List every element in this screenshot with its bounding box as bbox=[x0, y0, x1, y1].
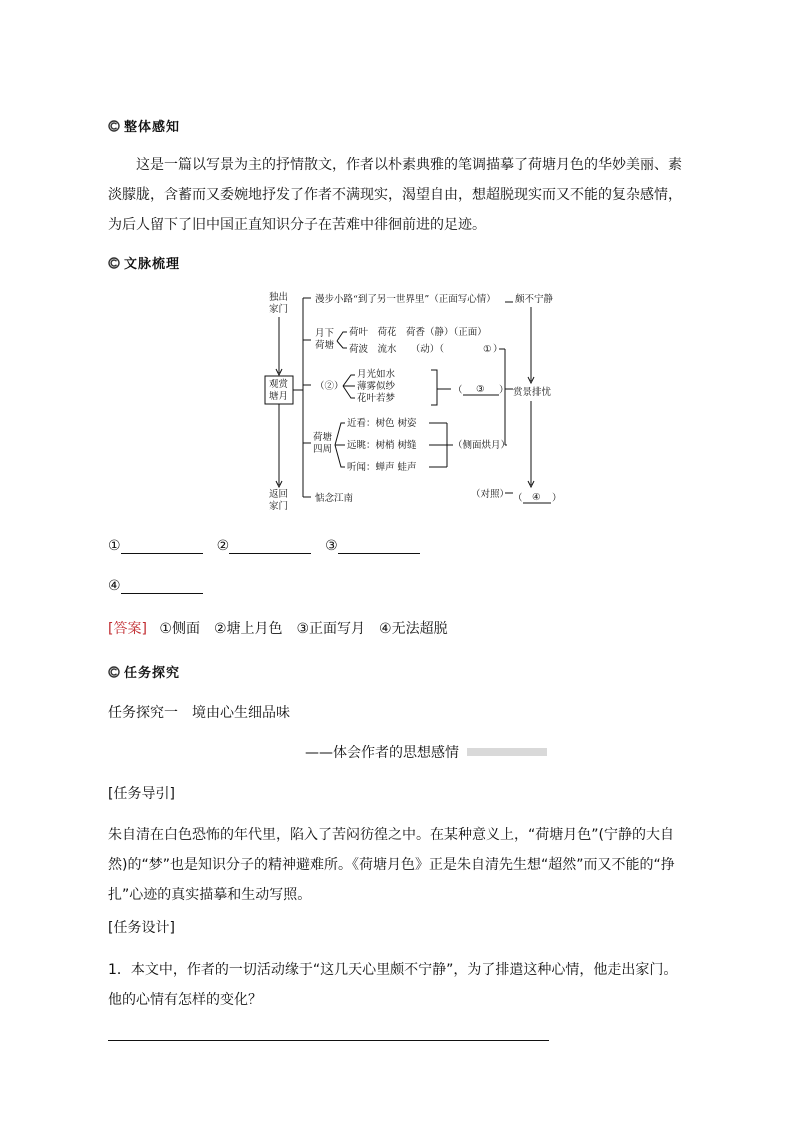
diagram-contrast: （对照） bbox=[471, 489, 510, 500]
answer-text: ①侧面 ②塘上月色 ③正面写月 ④无法超脱 bbox=[159, 621, 448, 637]
diagram-left-mid-2: 塘月 bbox=[269, 391, 289, 402]
diagram-branch5: 惦念江南 bbox=[315, 493, 354, 504]
heading-text: 整体感知 bbox=[124, 120, 181, 135]
blank-item-1[interactable] bbox=[108, 538, 203, 554]
diagram-branch2-label-1: 月下 bbox=[315, 328, 335, 339]
diagram-branch2-label-2: 荷塘 bbox=[315, 340, 335, 351]
blank-label: ③ bbox=[325, 538, 338, 554]
diagram-branch3-item-2: 薄雾似纱 bbox=[357, 381, 396, 392]
question-1: 1．本文中，作者的一切活动缘于“这几天心里颇不宁静”，为了排遣这种心情，他走出家门。他的心情有怎样的变化？ bbox=[108, 962, 678, 1008]
diagram-branch3-label: （②） bbox=[315, 381, 344, 392]
heading-text: 任务探究 bbox=[124, 666, 181, 681]
task-subtitle-row bbox=[305, 742, 547, 762]
diagram-branch2-close: ） bbox=[493, 344, 503, 355]
blank-label: ① bbox=[108, 538, 121, 554]
heading-text: 文脉梳理 bbox=[124, 257, 181, 272]
diagram-left-bottom-1: 返回 bbox=[269, 489, 289, 500]
diagram-right-bottom-close: ） bbox=[552, 493, 562, 504]
diagram-right-mid: 赏景排忧 bbox=[513, 387, 552, 398]
heading-bullet-icon bbox=[108, 257, 120, 269]
section-heading-overall bbox=[108, 116, 180, 135]
diagram-left-top-1: 独出 bbox=[269, 292, 289, 303]
diagram-branch4-label-2: 四周 bbox=[313, 444, 333, 455]
diagram-blank-1: ① bbox=[483, 344, 492, 355]
diagram-blank-3: ③ bbox=[476, 384, 485, 395]
diagram-branch1: 漫步小路“到了另一世界里”（正面写心情） bbox=[315, 294, 496, 305]
answer-label: [答案] bbox=[108, 621, 147, 637]
diagram-branch3-item-1: 月光如水 bbox=[357, 369, 396, 380]
diagram-branch3-note-close: ） bbox=[499, 385, 509, 396]
design-label: [任务设计] bbox=[108, 920, 175, 936]
answer-line bbox=[108, 618, 448, 638]
diagram-branch4-note: （侧面烘月） bbox=[453, 440, 511, 451]
section-heading-task bbox=[108, 662, 180, 681]
heading-bullet-icon bbox=[108, 120, 120, 132]
diagram-left-top-2: 家门 bbox=[269, 304, 289, 315]
blank-line[interactable] bbox=[121, 539, 203, 554]
diagram-branch4-label-1: 荷塘 bbox=[313, 432, 333, 443]
answer-line-blank[interactable] bbox=[108, 1040, 549, 1041]
diagram-right-top: 颇不宁静 bbox=[515, 294, 554, 305]
overall-paragraph: 这是一篇以写景为主的抒情散文，作者以朴素典雅的笔调描摹了荷塘月色的华妙美丽、素淡朦胧，含蓄而又委婉地抒发了作者不满现实，渴望自由，想超脱现实而又不能的复杂感情，为后人留下了旧中国正直知识分子在苦难中徘徊前进的足迹。 bbox=[108, 157, 682, 233]
diagram-branch2-row2: 荷波 流水 （动）（ bbox=[349, 344, 445, 355]
diagram-branch3-item-3: 花叶若梦 bbox=[357, 393, 396, 404]
blank-line[interactable] bbox=[229, 539, 311, 554]
diagram-left-bottom-2: 家门 bbox=[269, 501, 289, 512]
diagram-blank-4: ④ bbox=[532, 492, 541, 503]
structure-diagram bbox=[255, 285, 575, 520]
blanks-row bbox=[108, 538, 420, 554]
task-subtitle: ——体会作者的思想感情 bbox=[305, 745, 459, 761]
guide-label: [任务导引] bbox=[108, 786, 175, 802]
subtitle-bar bbox=[467, 748, 547, 756]
diagram-branch2-row1: 荷叶 荷花 荷香（静）（正面） bbox=[349, 327, 487, 338]
diagram-left-mid-1: 观赏 bbox=[269, 379, 289, 390]
blank-line[interactable] bbox=[121, 579, 203, 594]
task-title: 任务探究一 境由心生细品味 bbox=[108, 705, 290, 721]
diagram-branch4-item-3: 听闻：蝉声 蛙声 bbox=[347, 462, 417, 473]
guide-paragraph: 朱自清在白色恐怖的年代里，陷入了苦闷彷徨之中。在某种意义上，“荷塘月色”(宁静的大自然)的“梦”也是知识分子的精神避难所。《荷塘月色》正是朱自清先生想“超然”而又不能的“挣扎”心迹的真实描摹和生动写照。 bbox=[108, 827, 675, 903]
diagram-branch3-note-open: （ bbox=[453, 385, 463, 396]
section-heading-structure bbox=[108, 253, 180, 272]
heading-bullet-icon bbox=[108, 666, 120, 678]
diagram-branch4-item-1: 近看：树色 树姿 bbox=[347, 418, 417, 429]
blank-line[interactable] bbox=[338, 539, 420, 554]
blank-label: ② bbox=[216, 538, 230, 554]
diagram-right-bottom-open: （ bbox=[513, 493, 523, 504]
blank-item-4[interactable] bbox=[108, 578, 203, 594]
blank-label: ④ bbox=[108, 578, 121, 594]
blank-item-2[interactable] bbox=[217, 538, 312, 554]
blank-item-3[interactable] bbox=[325, 538, 420, 554]
diagram-branch4-item-2: 远眺：树梢 树缝 bbox=[347, 440, 417, 451]
